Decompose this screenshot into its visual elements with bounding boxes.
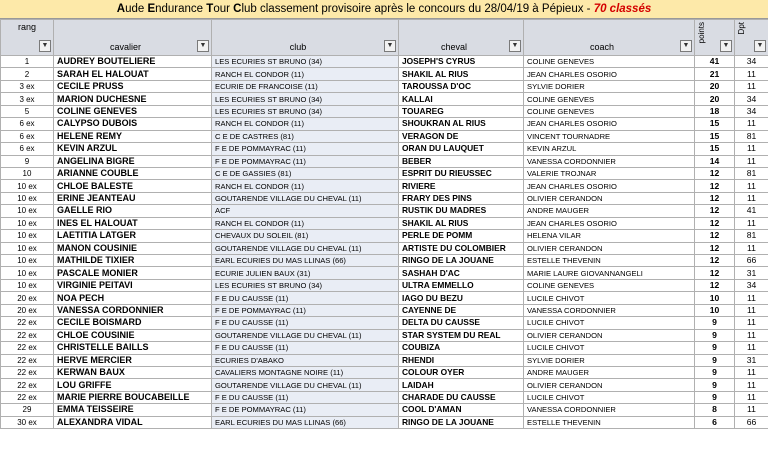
- filter-dropdown-icon[interactable]: ▼: [509, 40, 521, 52]
- club-cell[interactable]: ECURIE DE FRANCOISE (11): [212, 80, 399, 92]
- table-row: [1, 80, 768, 92]
- club-cell[interactable]: F E DE POMMAYRAC (11): [212, 304, 399, 316]
- club-cell[interactable]: LES ECURIES ST BRUNO (34): [212, 56, 399, 68]
- dpt-cell[interactable]: 66: [735, 416, 768, 428]
- table-row: [1, 304, 768, 316]
- table-row: [1, 292, 768, 304]
- table-row: [1, 93, 768, 105]
- coach-cell[interactable]: ESTELLE THEVENIN: [524, 255, 695, 267]
- coach-cell[interactable]: VANESSA CORDONNIER: [524, 304, 695, 316]
- rank-cell[interactable]: 22 ex: [1, 379, 54, 391]
- horse-cell[interactable]: TOUAREG: [399, 105, 524, 117]
- horse-cell[interactable]: TAROUSSA D'OC: [399, 80, 524, 92]
- ranking-rows: [1, 56, 768, 429]
- rider-cell[interactable]: ALEXANDRA VIDAL: [54, 416, 212, 428]
- horse-cell[interactable]: IAGO DU BEZU: [399, 292, 524, 304]
- table-row: [1, 416, 768, 428]
- horse-cell[interactable]: RUSTIK DU MADRES: [399, 205, 524, 217]
- table-row: [1, 155, 768, 167]
- dpt-cell[interactable]: 11: [735, 80, 768, 92]
- rank-cell[interactable]: 6 ex: [1, 130, 54, 142]
- dpt-cell[interactable]: 11: [735, 366, 768, 378]
- dpt-cell[interactable]: 11: [735, 329, 768, 341]
- dpt-cell[interactable]: 11: [735, 304, 768, 316]
- points-cell[interactable]: 9: [695, 366, 735, 378]
- club-cell[interactable]: ACF: [212, 205, 399, 217]
- horse-cell[interactable]: STAR SYSTEM DU REAL: [399, 329, 524, 341]
- rank-cell[interactable]: 10 ex: [1, 279, 54, 291]
- points-cell[interactable]: 21: [695, 68, 735, 80]
- rank-cell[interactable]: 20 ex: [1, 292, 54, 304]
- dpt-cell[interactable]: 11: [735, 342, 768, 354]
- rank-cell[interactable]: 3 ex: [1, 80, 54, 92]
- rider-cell[interactable]: LAETITIA LATGER: [54, 230, 212, 242]
- dpt-cell[interactable]: 11: [735, 242, 768, 254]
- rider-cell[interactable]: ANGELINA BIGRE: [54, 155, 212, 167]
- points-cell[interactable]: 41: [695, 56, 735, 68]
- horse-cell[interactable]: ORAN DU LAUQUET: [399, 143, 524, 155]
- club-cell[interactable]: F E DU CAUSSE (11): [212, 292, 399, 304]
- table-row: [1, 267, 768, 279]
- points-cell[interactable]: 12: [695, 217, 735, 229]
- club-cell[interactable]: RANCH EL CONDOR (11): [212, 180, 399, 192]
- dpt-cell[interactable]: 11: [735, 292, 768, 304]
- coach-cell[interactable]: KEVIN ARZUL: [524, 143, 695, 155]
- horse-cell[interactable]: RINGO DE LA JOUANE: [399, 416, 524, 428]
- table-row: [1, 143, 768, 155]
- rank-cell[interactable]: 10 ex: [1, 217, 54, 229]
- table-row: [1, 391, 768, 403]
- table-row: [1, 68, 768, 80]
- rank-cell[interactable]: 29: [1, 404, 54, 416]
- rank-cell[interactable]: 3 ex: [1, 93, 54, 105]
- club-cell[interactable]: LES ECURIES ST BRUNO (34): [212, 93, 399, 105]
- horse-cell[interactable]: SASHAH D'AC: [399, 267, 524, 279]
- horse-cell[interactable]: VERAGON DE: [399, 130, 524, 142]
- dpt-cell[interactable]: 11: [735, 217, 768, 229]
- coach-cell[interactable]: JEAN CHARLES OSORIO: [524, 180, 695, 192]
- rider-cell[interactable]: ARIANNE COUBLE: [54, 167, 212, 179]
- dpt-cell[interactable]: 11: [735, 118, 768, 130]
- dpt-cell[interactable]: 11: [735, 155, 768, 167]
- points-cell[interactable]: 15: [695, 118, 735, 130]
- table-row: [1, 180, 768, 192]
- points-cell[interactable]: 12: [695, 279, 735, 291]
- rank-cell[interactable]: 22 ex: [1, 317, 54, 329]
- rider-cell[interactable]: CHLOE COUSINIE: [54, 329, 212, 341]
- rider-cell[interactable]: EMMA TEISSEIRE: [54, 404, 212, 416]
- club-cell[interactable]: EARL ECURIES DU MAS LLINAS (66): [212, 255, 399, 267]
- dpt-cell[interactable]: 81: [735, 130, 768, 142]
- rank-cell[interactable]: 22 ex: [1, 329, 54, 341]
- coach-cell[interactable]: HELENA VILAR: [524, 230, 695, 242]
- points-cell[interactable]: 6: [695, 416, 735, 428]
- horse-cell[interactable]: ESPRIT DU RIEUSSEC: [399, 167, 524, 179]
- rider-cell[interactable]: CHLOE BALESTE: [54, 180, 212, 192]
- horse-cell[interactable]: ULTRA EMMELLO: [399, 279, 524, 291]
- points-cell[interactable]: 9: [695, 342, 735, 354]
- rider-cell[interactable]: VANESSA CORDONNIER: [54, 304, 212, 316]
- rider-cell[interactable]: AUDREY BOUTELIERE: [54, 56, 212, 68]
- points-cell[interactable]: 9: [695, 354, 735, 366]
- coach-cell[interactable]: LUCILE CHIVOT: [524, 317, 695, 329]
- table-row: [1, 217, 768, 229]
- horse-cell[interactable]: CAYENNE DE: [399, 304, 524, 316]
- points-cell[interactable]: 10: [695, 292, 735, 304]
- filter-dropdown-icon[interactable]: ▼: [384, 40, 396, 52]
- table-row: [1, 167, 768, 179]
- horse-cell[interactable]: CHARADE DU CAUSSE: [399, 391, 524, 403]
- rider-cell[interactable]: MATHILDE TIXIER: [54, 255, 212, 267]
- points-cell[interactable]: 12: [695, 167, 735, 179]
- rider-cell[interactable]: PASCALE MONIER: [54, 267, 212, 279]
- filter-dropdown-icon[interactable]: ▼: [754, 40, 766, 52]
- club-cell[interactable]: GOUTARENDE VILLAGE DU CHEVAL (11): [212, 192, 399, 204]
- header-row: [1, 20, 768, 56]
- rank-cell[interactable]: 5: [1, 105, 54, 117]
- coach-cell[interactable]: JEAN CHARLES OSORIO: [524, 217, 695, 229]
- dpt-cell[interactable]: 81: [735, 230, 768, 242]
- table-row: [1, 255, 768, 267]
- points-cell[interactable]: 9: [695, 317, 735, 329]
- table-row: [1, 105, 768, 117]
- header-cheval: cheval ▼: [399, 20, 524, 56]
- rider-cell[interactable]: HELENE REMY: [54, 130, 212, 142]
- dpt-cell[interactable]: 11: [735, 379, 768, 391]
- rider-cell[interactable]: SARAH EL HALOUAT: [54, 68, 212, 80]
- points-cell[interactable]: 15: [695, 143, 735, 155]
- header-points: points ▼: [695, 20, 735, 56]
- points-cell[interactable]: 18: [695, 105, 735, 117]
- club-cell[interactable]: F E DE POMMAYRAC (11): [212, 155, 399, 167]
- coach-cell[interactable]: OLIVIER CERANDON: [524, 192, 695, 204]
- dpt-cell[interactable]: 11: [735, 68, 768, 80]
- coach-cell[interactable]: OLIVIER CERANDON: [524, 379, 695, 391]
- coach-cell[interactable]: ESTELLE THEVENIN: [524, 416, 695, 428]
- club-cell[interactable]: GOUTARENDE VILLAGE DU CHEVAL (11): [212, 379, 399, 391]
- rider-cell[interactable]: VIRGINIE PEITAVI: [54, 279, 212, 291]
- rank-cell[interactable]: 10 ex: [1, 230, 54, 242]
- points-cell[interactable]: 14: [695, 155, 735, 167]
- rank-cell[interactable]: 6 ex: [1, 118, 54, 130]
- horse-cell[interactable]: COOL D'AMAN: [399, 404, 524, 416]
- dpt-cell[interactable]: 11: [735, 143, 768, 155]
- rider-cell[interactable]: MARION DUCHESNE: [54, 93, 212, 105]
- points-cell[interactable]: 9: [695, 379, 735, 391]
- dpt-cell[interactable]: 11: [735, 391, 768, 403]
- table-row: [1, 404, 768, 416]
- table-row: [1, 366, 768, 378]
- points-cell[interactable]: 8: [695, 404, 735, 416]
- rider-cell[interactable]: CECILE PRUSS: [54, 80, 212, 92]
- points-cell[interactable]: 12: [695, 242, 735, 254]
- points-cell[interactable]: 12: [695, 230, 735, 242]
- dpt-cell[interactable]: 11: [735, 192, 768, 204]
- rank-cell[interactable]: 1: [1, 56, 54, 68]
- coach-cell[interactable]: MARIE LAURE GIOVANNANGELI: [524, 267, 695, 279]
- rank-cell[interactable]: 30 ex: [1, 416, 54, 428]
- horse-cell[interactable]: COUBIZA: [399, 342, 524, 354]
- table-row: [1, 354, 768, 366]
- points-cell[interactable]: 12: [695, 267, 735, 279]
- dpt-cell[interactable]: 11: [735, 404, 768, 416]
- coach-cell[interactable]: COLINE GENEVES: [524, 56, 695, 68]
- coach-cell[interactable]: JEAN CHARLES OSORIO: [524, 68, 695, 80]
- points-cell[interactable]: 20: [695, 93, 735, 105]
- horse-cell[interactable]: DELTA DU CAUSSE: [399, 317, 524, 329]
- rank-cell[interactable]: 22 ex: [1, 342, 54, 354]
- rider-cell[interactable]: GAELLE RIO: [54, 205, 212, 217]
- table-row: [1, 130, 768, 142]
- table-row: [1, 205, 768, 217]
- rider-cell[interactable]: MANON COUSINIE: [54, 242, 212, 254]
- rider-cell[interactable]: COLINE GENEVES: [54, 105, 212, 117]
- dpt-cell[interactable]: 34: [735, 105, 768, 117]
- filter-dropdown-icon[interactable]: ▼: [680, 40, 692, 52]
- ranking-table: [0, 19, 768, 429]
- club-cell[interactable]: LES ECURIES ST BRUNO (34): [212, 105, 399, 117]
- points-cell[interactable]: 9: [695, 391, 735, 403]
- club-cell[interactable]: EARL ECURIES DU MAS LLINAS (66): [212, 416, 399, 428]
- coach-cell[interactable]: JEAN CHARLES OSORIO: [524, 118, 695, 130]
- horse-cell[interactable]: KALLAI: [399, 93, 524, 105]
- rank-cell[interactable]: 6 ex: [1, 143, 54, 155]
- club-cell[interactable]: CHEVAUX DU SOLEIL (81): [212, 230, 399, 242]
- filter-dropdown-icon[interactable]: ▼: [720, 40, 732, 52]
- coach-cell[interactable]: COLINE GENEVES: [524, 93, 695, 105]
- coach-cell[interactable]: VANESSA CORDONNIER: [524, 404, 695, 416]
- horse-cell[interactable]: COLOUR OYER: [399, 366, 524, 378]
- club-cell[interactable]: RANCH EL CONDOR (11): [212, 68, 399, 80]
- rider-cell[interactable]: HERVE MERCIER: [54, 354, 212, 366]
- dpt-cell[interactable]: 66: [735, 255, 768, 267]
- coach-cell[interactable]: OLIVIER CERANDON: [524, 242, 695, 254]
- horse-cell[interactable]: RHENDI: [399, 354, 524, 366]
- dpt-cell[interactable]: 31: [735, 267, 768, 279]
- horse-cell[interactable]: SHAKIL AL RIUS: [399, 68, 524, 80]
- rank-cell[interactable]: 10 ex: [1, 180, 54, 192]
- rank-cell[interactable]: 10 ex: [1, 242, 54, 254]
- points-cell[interactable]: 15: [695, 130, 735, 142]
- rider-cell[interactable]: INES EL HALOUAT: [54, 217, 212, 229]
- coach-cell[interactable]: ANDRE MAUGER: [524, 366, 695, 378]
- rank-cell[interactable]: 10: [1, 167, 54, 179]
- club-cell[interactable]: F E DU CAUSSE (11): [212, 317, 399, 329]
- points-cell[interactable]: 12: [695, 205, 735, 217]
- table-row: [1, 56, 768, 68]
- club-cell[interactable]: F E DU CAUSSE (11): [212, 342, 399, 354]
- rider-cell[interactable]: CECILE BOISMARD: [54, 317, 212, 329]
- header-dpt: Dpt ▼: [735, 20, 768, 56]
- table-row: [1, 192, 768, 204]
- coach-cell[interactable]: COLINE GENEVES: [524, 279, 695, 291]
- table-row: [1, 342, 768, 354]
- rank-cell[interactable]: 10 ex: [1, 267, 54, 279]
- coach-cell[interactable]: VINCENT TOURNADRE: [524, 130, 695, 142]
- coach-cell[interactable]: VANESSA CORDONNIER: [524, 155, 695, 167]
- club-cell[interactable]: GOUTARENDE VILLAGE DU CHEVAL (11): [212, 329, 399, 341]
- rank-cell[interactable]: 10 ex: [1, 205, 54, 217]
- rank-cell[interactable]: 22 ex: [1, 391, 54, 403]
- club-cell[interactable]: CAVALIERS MONTAGNE NOIRE (11): [212, 366, 399, 378]
- header-coach: coach ▼: [524, 20, 695, 56]
- coach-cell[interactable]: OLIVIER CERANDON: [524, 329, 695, 341]
- rank-cell[interactable]: 2: [1, 68, 54, 80]
- dpt-cell[interactable]: 11: [735, 317, 768, 329]
- horse-cell[interactable]: BEBER: [399, 155, 524, 167]
- points-cell[interactable]: 10: [695, 304, 735, 316]
- horse-cell[interactable]: PERLE DE POMM: [399, 230, 524, 242]
- coach-cell[interactable]: VALERIE TROJNAR: [524, 167, 695, 179]
- coach-cell[interactable]: LUCILE CHIVOT: [524, 342, 695, 354]
- dpt-cell[interactable]: 34: [735, 56, 768, 68]
- filter-dropdown-icon[interactable]: ▼: [39, 40, 51, 52]
- table-row: [1, 118, 768, 130]
- club-cell[interactable]: ECURIES D'ABAKO: [212, 354, 399, 366]
- rider-cell[interactable]: KERWAN BAUX: [54, 366, 212, 378]
- coach-cell[interactable]: ANDRE MAUGER: [524, 205, 695, 217]
- horse-cell[interactable]: RIVIERE: [399, 180, 524, 192]
- horse-cell[interactable]: LAIDAH: [399, 379, 524, 391]
- club-cell[interactable]: F E DU CAUSSE (11): [212, 391, 399, 403]
- header-rang: rang ▼: [1, 20, 54, 56]
- club-cell[interactable]: GOUTARENDE VILLAGE DU CHEVAL (11): [212, 242, 399, 254]
- club-cell[interactable]: C E DE CASTRES (81): [212, 130, 399, 142]
- rider-cell[interactable]: NOA PECH: [54, 292, 212, 304]
- rider-cell[interactable]: CALYPSO DUBOIS: [54, 118, 212, 130]
- horse-cell[interactable]: RINGO DE LA JOUANE: [399, 255, 524, 267]
- dpt-cell[interactable]: 81: [735, 167, 768, 179]
- horse-cell[interactable]: ARTISTE DU COLOMBIER: [399, 242, 524, 254]
- rider-cell[interactable]: ERINE JEANTEAU: [54, 192, 212, 204]
- dpt-cell[interactable]: 31: [735, 354, 768, 366]
- table-row: [1, 230, 768, 242]
- classified-count: 70 classés: [593, 3, 652, 15]
- coach-cell[interactable]: LUCILE CHIVOT: [524, 292, 695, 304]
- dpt-cell[interactable]: 34: [735, 279, 768, 291]
- club-cell[interactable]: RANCH EL CONDOR (11): [212, 118, 399, 130]
- rank-cell[interactable]: 20 ex: [1, 304, 54, 316]
- coach-cell[interactable]: LUCILE CHIVOT: [524, 391, 695, 403]
- rank-cell[interactable]: 22 ex: [1, 354, 54, 366]
- dpt-cell[interactable]: 34: [735, 93, 768, 105]
- rank-cell[interactable]: 9: [1, 155, 54, 167]
- club-cell[interactable]: F E DE POMMAYRAC (11): [212, 143, 399, 155]
- club-cell[interactable]: LES ECURIES ST BRUNO (34): [212, 279, 399, 291]
- coach-cell[interactable]: SYLVIE DORIER: [524, 354, 695, 366]
- dpt-cell[interactable]: 41: [735, 205, 768, 217]
- points-cell[interactable]: 12: [695, 180, 735, 192]
- dpt-cell[interactable]: 11: [735, 180, 768, 192]
- rank-cell[interactable]: 22 ex: [1, 366, 54, 378]
- club-cell[interactable]: C E DE GASSIES (81): [212, 167, 399, 179]
- filter-dropdown-icon[interactable]: ▼: [197, 40, 209, 52]
- table-row: [1, 279, 768, 291]
- points-cell[interactable]: 9: [695, 329, 735, 341]
- coach-cell[interactable]: SYLVIE DORIER: [524, 80, 695, 92]
- rider-cell[interactable]: MARIE PIERRE BOUCABEILLE: [54, 391, 212, 403]
- table-row: [1, 242, 768, 254]
- horse-cell[interactable]: SHAKIL AL RIUS: [399, 217, 524, 229]
- table-row: [1, 317, 768, 329]
- rank-cell[interactable]: 10 ex: [1, 192, 54, 204]
- rider-cell[interactable]: KEVIN ARZUL: [54, 143, 212, 155]
- points-cell[interactable]: 12: [695, 192, 735, 204]
- rider-cell[interactable]: LOU GRIFFE: [54, 379, 212, 391]
- coach-cell[interactable]: COLINE GENEVES: [524, 105, 695, 117]
- table-row: [1, 379, 768, 391]
- header-club: club ▼: [212, 20, 399, 56]
- rank-cell[interactable]: 10 ex: [1, 255, 54, 267]
- club-cell[interactable]: ECURIE JULIEN BAUX (31): [212, 267, 399, 279]
- sheet-title: Aude Endurance Tour Club classement provisoire après le concours du 28/04/19 à Pépieux - 70 classés: [0, 0, 768, 19]
- table-row: [1, 329, 768, 341]
- horse-cell[interactable]: JOSEPH'S CYRUS: [399, 56, 524, 68]
- club-cell[interactable]: RANCH EL CONDOR (11): [212, 217, 399, 229]
- horse-cell[interactable]: SHOUKRAN AL RIUS: [399, 118, 524, 130]
- horse-cell[interactable]: FRARY DES PINS: [399, 192, 524, 204]
- header-cavalier: cavalier ▼: [54, 20, 212, 56]
- club-cell[interactable]: F E DE POMMAYRAC (11): [212, 404, 399, 416]
- points-cell[interactable]: 20: [695, 80, 735, 92]
- rider-cell[interactable]: CHRISTELLE BAILLS: [54, 342, 212, 354]
- points-cell[interactable]: 12: [695, 255, 735, 267]
